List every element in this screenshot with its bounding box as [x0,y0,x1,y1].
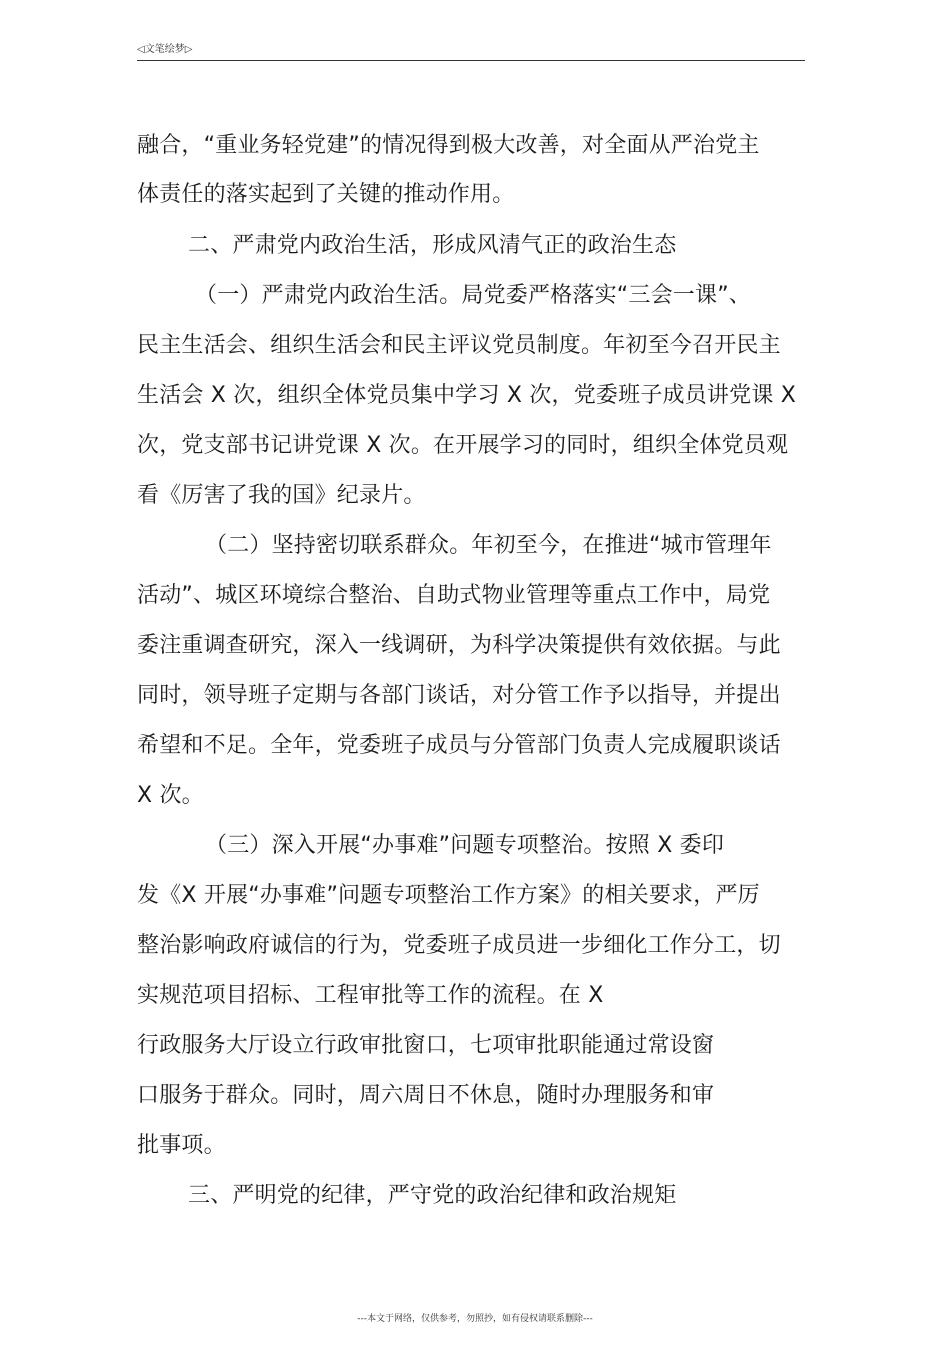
body-line: 行政服务大厅设立行政审批窗口，七项审批职能通过常设窗 [137,1033,715,1058]
body-line: 实规范项目招标、工程审批等工作的流程。在 X [137,983,604,1008]
body-line: 生活会 X 次，组织全体党员集中学习 X 次，党委班子成员讲党课 X [137,383,796,408]
body-line: 批事项。 [137,1133,226,1158]
body-line: 活动”、城区环境综合整治、自助式物业管理等重点工作中，局党 [137,583,771,608]
body-line: 口服务于群众。同时，周六周日不休息，随时办理服务和审 [137,1083,715,1108]
body-line: 融合，“重业务轻党建”的情况得到极大改善，对全面从严治党主 [137,133,760,158]
section-heading: 三、严明党的纪律，严守党的政治纪律和政治规矩 [188,1183,677,1208]
body-line: 看《厉害了我的国》纪录片。 [137,483,426,508]
body-line: X 次。 [137,783,204,808]
section-heading: 二、严肃党内政治生活，形成风清气正的政治生态 [188,233,677,258]
body-line: 民主生活会、组织生活会和民主评议党员制度。年初至今召开民主 [137,333,781,358]
body-line: 希望和不足。全年，党委班子成员与分管部门负责人完成履职谈话 [137,733,781,758]
body-line: （一）严肃党内政治生活。局党委严格落实“三会一课”、 [195,283,751,308]
footer-note: ---本文于网络，仅供参考，勿照抄，如有侵权请联系删除--- [357,1314,593,1324]
body-line: 整治影响政府诚信的行为，党委班子成员进一步细化工作分工，切 [137,933,781,958]
body-line: 次，党支部书记讲党课 X 次。在开展学习的同时，组织全体党员观 [137,433,789,458]
header-mark: ◁文笔绘梦▷ [137,44,193,55]
body-line: 体责任的落实起到了关键的推动作用。 [137,182,515,207]
header-rule [137,60,805,61]
body-line: （二）坚持密切联系群众。年初至今，在推进“城市管理年 [205,533,772,558]
body-line: 发《X 开展“办事难”问题专项整治工作方案》的相关要求，严厉 [137,883,760,908]
body-line: 同时，领导班子定期与各部门谈话，对分管工作予以指导，并提出 [137,683,781,708]
body-line: （三）深入开展“办事难”问题专项整治。按照 X 委印 [205,833,725,858]
body-line: 委注重调查研究，深入一线调研，为科学决策提供有效依据。与此 [137,633,781,658]
